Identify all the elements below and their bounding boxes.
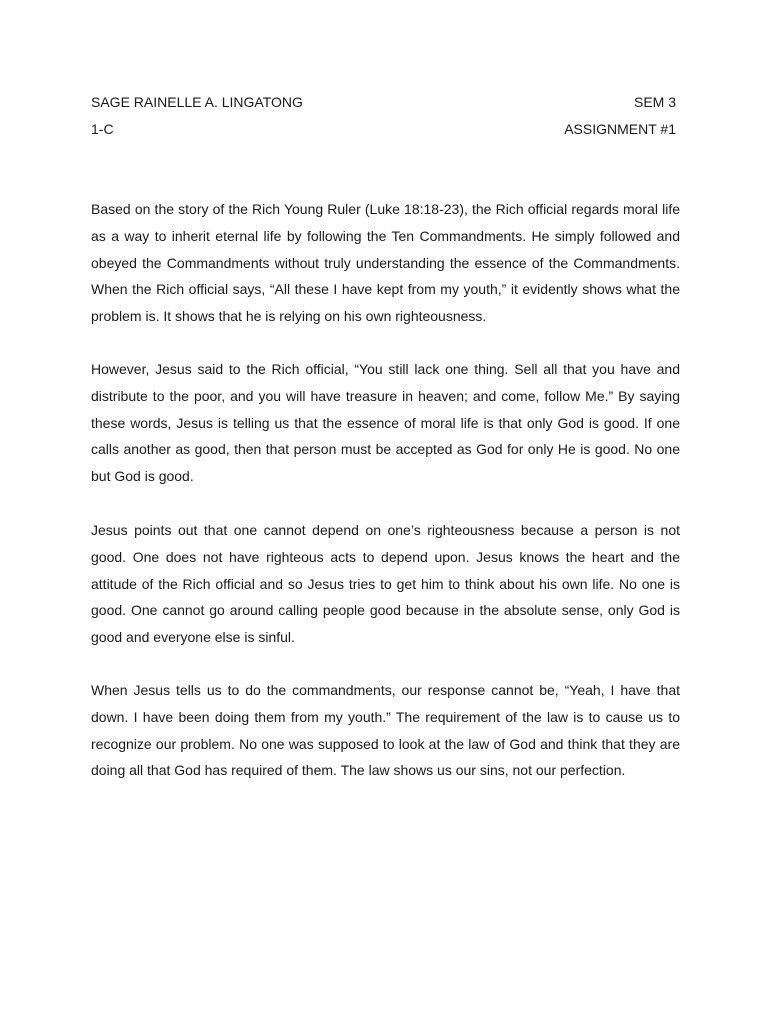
paragraph-3: Jesus points out that one cannot depend on one’s righteousness because a person is not good. One does not have righteous acts to depend upon. Jesus knows the heart and the attitude of the Rich official and so Jesus tries to get him to think about his own life. No one is good. One cannot go around calling people good because in the absolute sense, only God is good and everyone else is sinful.: [91, 522, 680, 646]
paragraph-2: However, Jesus said to the Rich official, “You still lack one thing. Sell all that you have and distribute to the poor, and you will have treasure in heaven; and come, follow Me.” By saying these words, Jesus is telling us that the essence of moral life is that only God is good. If one calls another as good, then that person must be accepted as God for only He is good. No one but God is good.: [91, 361, 680, 485]
paragraph-4: When Jesus tells us to do the commandments, our response cannot be, “Yeah, I have that down. I have been doing them from my youth.” The requirement of the law is to cause us to recognize our problem. No one was supposed to look at the law of God and think that they are doing all that God has required of them. The law shows us our sins, not our perfection.: [91, 682, 680, 779]
student-name: SAGE RAINELLE A. LINGATONG: [91, 94, 303, 110]
section-label: 1-C: [91, 121, 114, 137]
header-row-name: [91, 93, 676, 111]
semester-label: SEM 3: [633, 94, 676, 110]
assignment-label: ASSIGNMENT #1: [564, 121, 676, 137]
paragraph-1: Based on the story of the Rich Young Ruler (Luke 18:18-23), the Rich official regards moral life as a way to inherit eternal life by following the Ten Commandments. He simply followed and obeyed the Commandments without truly understanding the essence of the Commandments. When the Rich official says, “All these I have kept from my youth,” it evidently shows what the problem is. It shows that he is relying on his own righteousness.: [91, 201, 680, 325]
header-row-section: [91, 120, 676, 138]
